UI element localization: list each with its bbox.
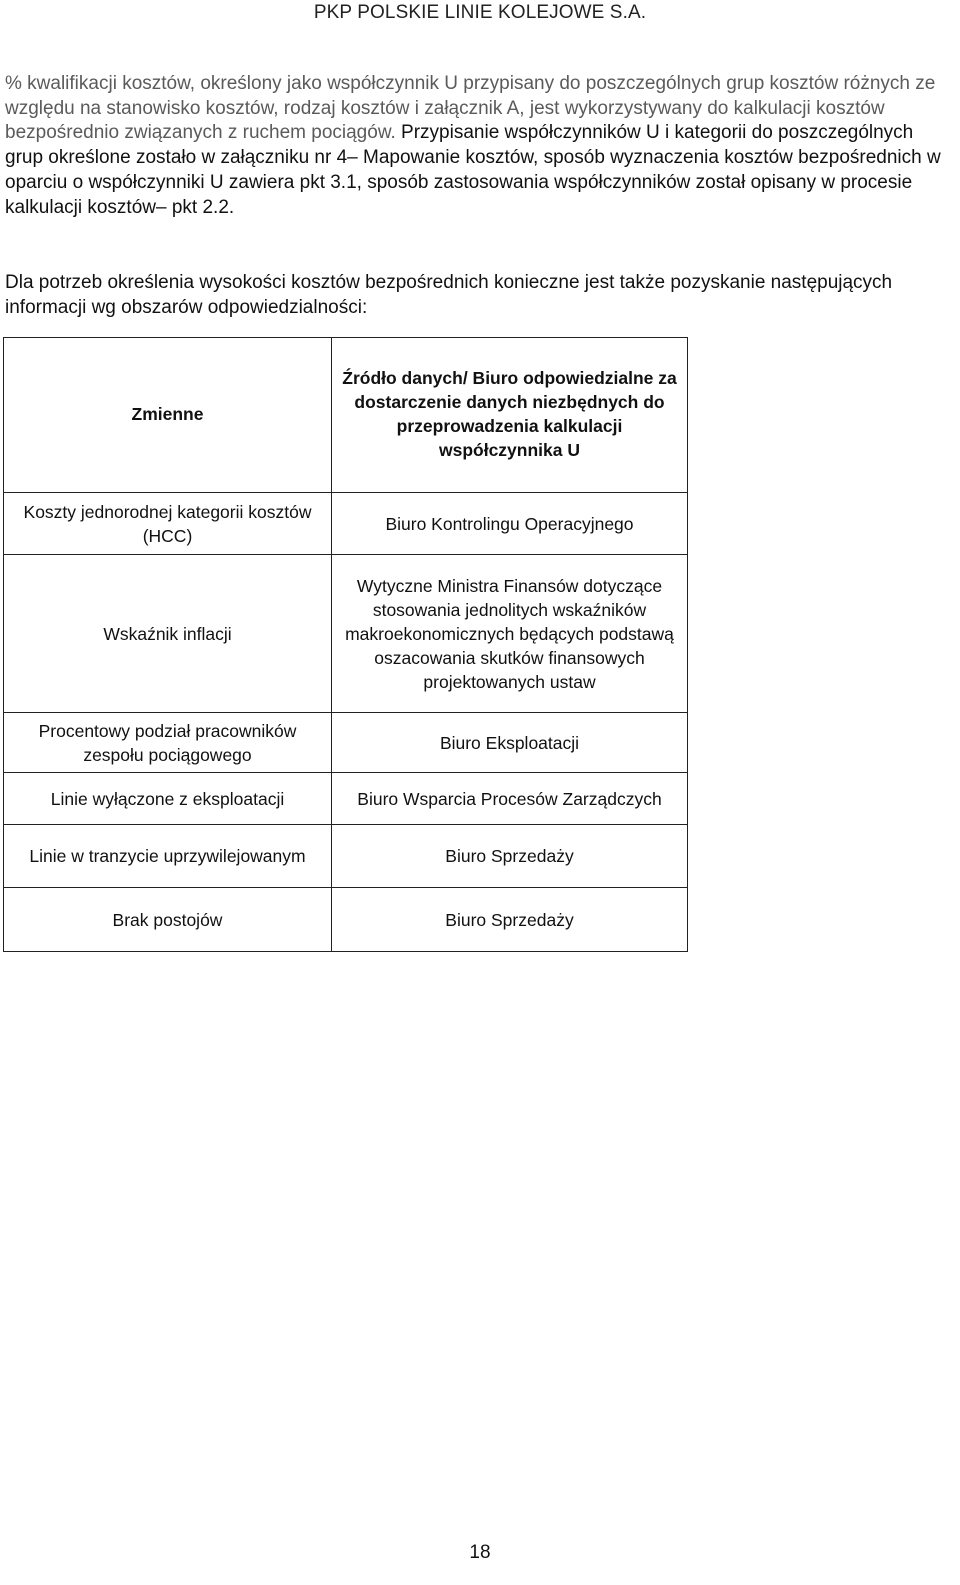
table-row [4, 888, 688, 952]
data-sources-table [3, 337, 688, 952]
cell-variable: Linie w tranzycie uprzywilejowanym [4, 825, 332, 888]
cell-variable: Wskaźnik inflacji [4, 555, 332, 713]
header-source: Źródło danych/ Biuro odpowiedzialne za dostarczenie danych niezbędnych do przeprowadzenia kalkulacji współczynnika U [332, 338, 688, 493]
table-row [4, 825, 688, 888]
table-row [4, 773, 688, 825]
header-variables: Zmienne [4, 338, 332, 493]
cell-source: Biuro Wsparcia Procesów Zarządczych [332, 773, 688, 825]
cell-variable: Brak postojów [4, 888, 332, 952]
cell-source: Biuro Kontrolingu Operacyjnego [332, 493, 688, 555]
paragraph-lead: % kwalifikacji kosztów, określony jako współczynnik U przypisany do poszczególnych grup kosztów różnych ze względu na stanowisko kosztów, rodzaj kosztów i załącznik A, jest wykorzystywany do kalkulacji kosztów bezpośrednio związanych z ruchem pociągów. [5, 73, 936, 144]
paragraph-intro-table: Dla potrzeb określenia wysokości kosztów bezpośrednich konieczne jest także pozyskanie następujących informacji wg obszarów odpowiedzialności: [5, 272, 893, 318]
cell-variable: Procentowy podział pracowników zespołu pociągowego [4, 713, 332, 773]
cell-source: Wytyczne Ministra Finansów dotyczące stosowania jednolitych wskaźników makroekonomicznych będących podstawą oszacowania skutków finansowych projektowanych ustaw [332, 555, 688, 713]
table-row [4, 713, 688, 773]
cell-source: Biuro Sprzedaży [332, 825, 688, 888]
cell-variable: Linie wyłączone z eksploatacji [4, 773, 332, 825]
cell-source: Biuro Sprzedaży [332, 888, 688, 952]
page-number: 18 [469, 1542, 491, 1563]
paragraph-kwalifikacja [5, 72, 949, 220]
page-header-title: PKP POLSKIE LINIE KOLEJOWE S.A. [313, 2, 647, 23]
cell-variable: Koszty jednorodnej kategorii kosztów (HCC) [4, 493, 332, 555]
paragraph-rest: Przypisanie współczynników U i kategorii do poszczególnych grup określone zostało w załączniku nr 4– Mapowanie kosztów, sposób wyznaczenia kosztów bezpośrednich w oparciu o współczynniki U zawiera pkt 3.1, sposób zastosowania współczynników został opisany w procesie kalkulacji kosztów– pkt 2.2. [5, 122, 941, 218]
table-row [4, 493, 688, 555]
cell-source: Biuro Eksploatacji [332, 713, 688, 773]
table-header-row [4, 338, 688, 493]
table-row [4, 555, 688, 713]
